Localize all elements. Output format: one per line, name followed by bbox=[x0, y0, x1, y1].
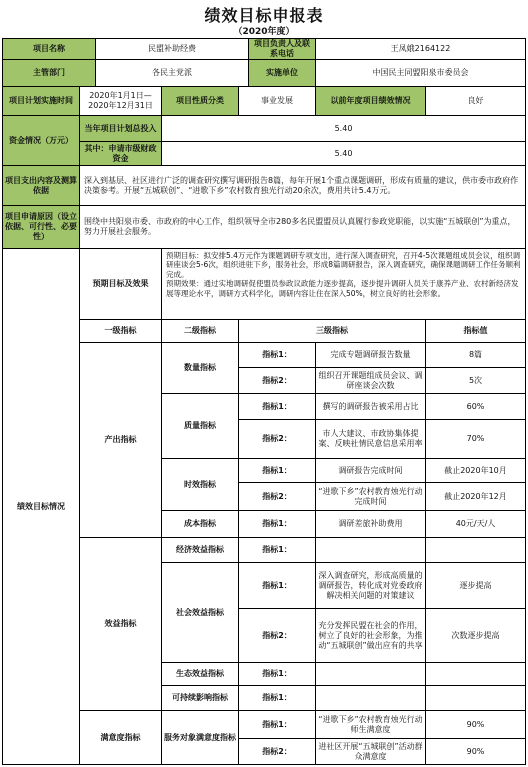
exec-unit-value: 中国民主同盟阳泉市委员会 bbox=[315, 59, 526, 87]
funds-label: 资金情况（万元） bbox=[2, 115, 80, 166]
row-label: 指标1： bbox=[238, 710, 316, 739]
project-name-label: 项目名称 bbox=[2, 38, 96, 60]
group-output: 产出指标 bbox=[79, 342, 162, 538]
content-label-text: 项目支出内容及测算依据 bbox=[5, 175, 77, 195]
funds-total-label: 当年项目计划总投入 bbox=[79, 115, 162, 142]
period-label: 项目计划实施时间 bbox=[2, 86, 80, 116]
reason-text: 围绕中共阳泉市委、市政府的中心工作，组织领导全市280多名民盟盟员认真履行参政党职能，以实施“五城联创”为重点，努力开展社会服务。 bbox=[79, 205, 526, 249]
eval-value: 良好 bbox=[425, 86, 526, 116]
nature-label: 项目性质分类 bbox=[161, 86, 239, 116]
funds-total-value: 5.40 bbox=[161, 115, 526, 142]
group-benefit: 效益指标 bbox=[79, 537, 162, 711]
row-desc: 调研报告完成时间 bbox=[315, 458, 426, 483]
row-value: 5次 bbox=[425, 367, 526, 394]
col-value: 指标值 bbox=[425, 319, 526, 343]
expected-label: 预期目标及效果 bbox=[79, 248, 162, 320]
row-value: 逐步提高 bbox=[425, 562, 526, 609]
row-label: 指标1： bbox=[238, 458, 316, 483]
row-value bbox=[425, 662, 526, 686]
l2-quantity: 数量指标 bbox=[161, 342, 239, 394]
row-value: 8篇 bbox=[425, 342, 526, 368]
content-text: 深入到基层、社区进行广泛的调查研究撰写调研报告8篇，每年开展1个重点课题调研，形成有质量的建议，供市委市政府作决策参考。开展“五城联创”、“进歌下乡”农村数育独光行动20余次，费用共计5.4万元。 bbox=[79, 165, 526, 206]
row-value: 截止2020年12月 bbox=[425, 482, 526, 511]
row-label: 指标1： bbox=[238, 537, 316, 563]
row-desc: 深入调查研究，形成高质量的调研报告，转化成对党委政府解决相关问题的对策建议 bbox=[315, 562, 426, 609]
dept-label: 主管部门 bbox=[2, 59, 96, 87]
row-desc: 撰写的调研报告被采用占比 bbox=[315, 393, 426, 420]
col-level2: 二级指标 bbox=[161, 319, 239, 343]
col-level1: 一级指标 bbox=[79, 319, 162, 343]
row-desc: 进社区开展“五城联创”活动群众满意度 bbox=[315, 738, 426, 765]
row-desc: 组织召开课题组成员会议、调研座谈会次数 bbox=[315, 367, 426, 394]
row-value: 70% bbox=[425, 419, 526, 459]
reason-label bbox=[2, 205, 80, 249]
row-desc: 调研差旅补助费用 bbox=[315, 510, 426, 538]
project-name-value: 民盟补助经费 bbox=[95, 38, 249, 60]
row-label: 指标2： bbox=[238, 482, 316, 511]
owner-label: 项目负责人及联系电话 bbox=[248, 38, 316, 60]
row-label: 指标1： bbox=[238, 685, 316, 711]
row-desc bbox=[315, 537, 426, 563]
row-value: 40元/天/人 bbox=[425, 510, 526, 538]
expected-text: 预期目标：拟安排5.4万元作为课题调研专项支出，进行深入调查研究，召开4-5次课题组成员会议，组织调研座谈会5-6次，组织进驻下乡，服务社会，形成8篇调研报告，深入调查研究，确保课题调研工作任务顺利完成。 预期效果：通过实地调研促使盟员参政议政能力逐步提高，逐步提升调研人员关于康养产业、农村新经济发展等理论水平，调研方式科学化，调研内容让住在深入50%，树立良好的社会形象。 bbox=[161, 248, 526, 320]
dept-value: 各民主党派 bbox=[95, 59, 249, 87]
page-title: 绩效目标申报表 bbox=[204, 6, 324, 25]
row-value: 90% bbox=[425, 738, 526, 765]
row-value: 次数逐步提高 bbox=[425, 608, 526, 663]
row-value: 60% bbox=[425, 393, 526, 420]
eval-label: 以前年度项目绩效情况 bbox=[315, 86, 426, 116]
row-label: 指标2： bbox=[238, 608, 316, 663]
row-desc: 市人大建议、市政协集体提案、反映社情民意信息采用率 bbox=[315, 419, 426, 459]
row-label: 指标1： bbox=[238, 562, 316, 609]
row-label: 指标1： bbox=[238, 510, 316, 538]
row-value: 截止2020年10月 bbox=[425, 458, 526, 483]
group-satisfaction: 满意度指标 bbox=[79, 710, 162, 765]
row-label: 指标1： bbox=[238, 342, 316, 368]
row-desc: 完成专题调研报告数量 bbox=[315, 342, 426, 368]
row-desc bbox=[315, 662, 426, 686]
l2-timeliness: 时效指标 bbox=[161, 458, 239, 511]
row-desc: “进歌下乡”农村教育烛光行动完成时间 bbox=[315, 482, 426, 511]
page-subtitle: （2020年度） bbox=[233, 27, 295, 37]
reason-label-text: 项目申请原因（设立依据、可行性、必要性） bbox=[5, 212, 77, 241]
l2-social: 社会效益指标 bbox=[161, 562, 239, 663]
l2-sustainable: 可持续影响指标 bbox=[161, 685, 239, 711]
row-value bbox=[425, 685, 526, 711]
row-desc: 充分发挥民盟在社会的作用，树立了良好的社会形象，为推动“五城联创”做出应有的共享 bbox=[315, 608, 426, 663]
l2-quality: 质量指标 bbox=[161, 393, 239, 459]
owner-value: 王凤娥2164122 bbox=[315, 38, 526, 60]
nature-value: 事业发展 bbox=[238, 86, 316, 116]
funds-municipal-value: 5.40 bbox=[161, 141, 526, 166]
funds-municipal-label: 其中：申请市级财政资金 bbox=[79, 141, 162, 166]
l2-economic: 经济效益指标 bbox=[161, 537, 239, 563]
l2-cost: 成本指标 bbox=[161, 510, 239, 538]
row-label: 指标1： bbox=[238, 662, 316, 686]
col-level3: 三级指标 bbox=[238, 319, 426, 343]
row-label: 指标1： bbox=[238, 393, 316, 420]
row-label: 指标2： bbox=[238, 738, 316, 765]
row-label: 指标2： bbox=[238, 367, 316, 394]
content-label bbox=[2, 165, 80, 206]
perf-label: 绩效目标情况 bbox=[2, 248, 80, 765]
period-value: 2020年1月1日—2020年12月31日 bbox=[79, 86, 162, 116]
row-desc: “进歌下乡”农村教育烛光行动师生满意度 bbox=[315, 710, 426, 739]
row-value: 90% bbox=[425, 710, 526, 739]
l2-ecological: 生态效益指标 bbox=[161, 662, 239, 686]
l2-service: 服务对象满意度指标 bbox=[161, 710, 239, 765]
row-desc bbox=[315, 685, 426, 711]
row-value bbox=[425, 537, 526, 563]
row-label: 指标2： bbox=[238, 419, 316, 459]
exec-unit-label: 实施单位 bbox=[248, 59, 316, 87]
